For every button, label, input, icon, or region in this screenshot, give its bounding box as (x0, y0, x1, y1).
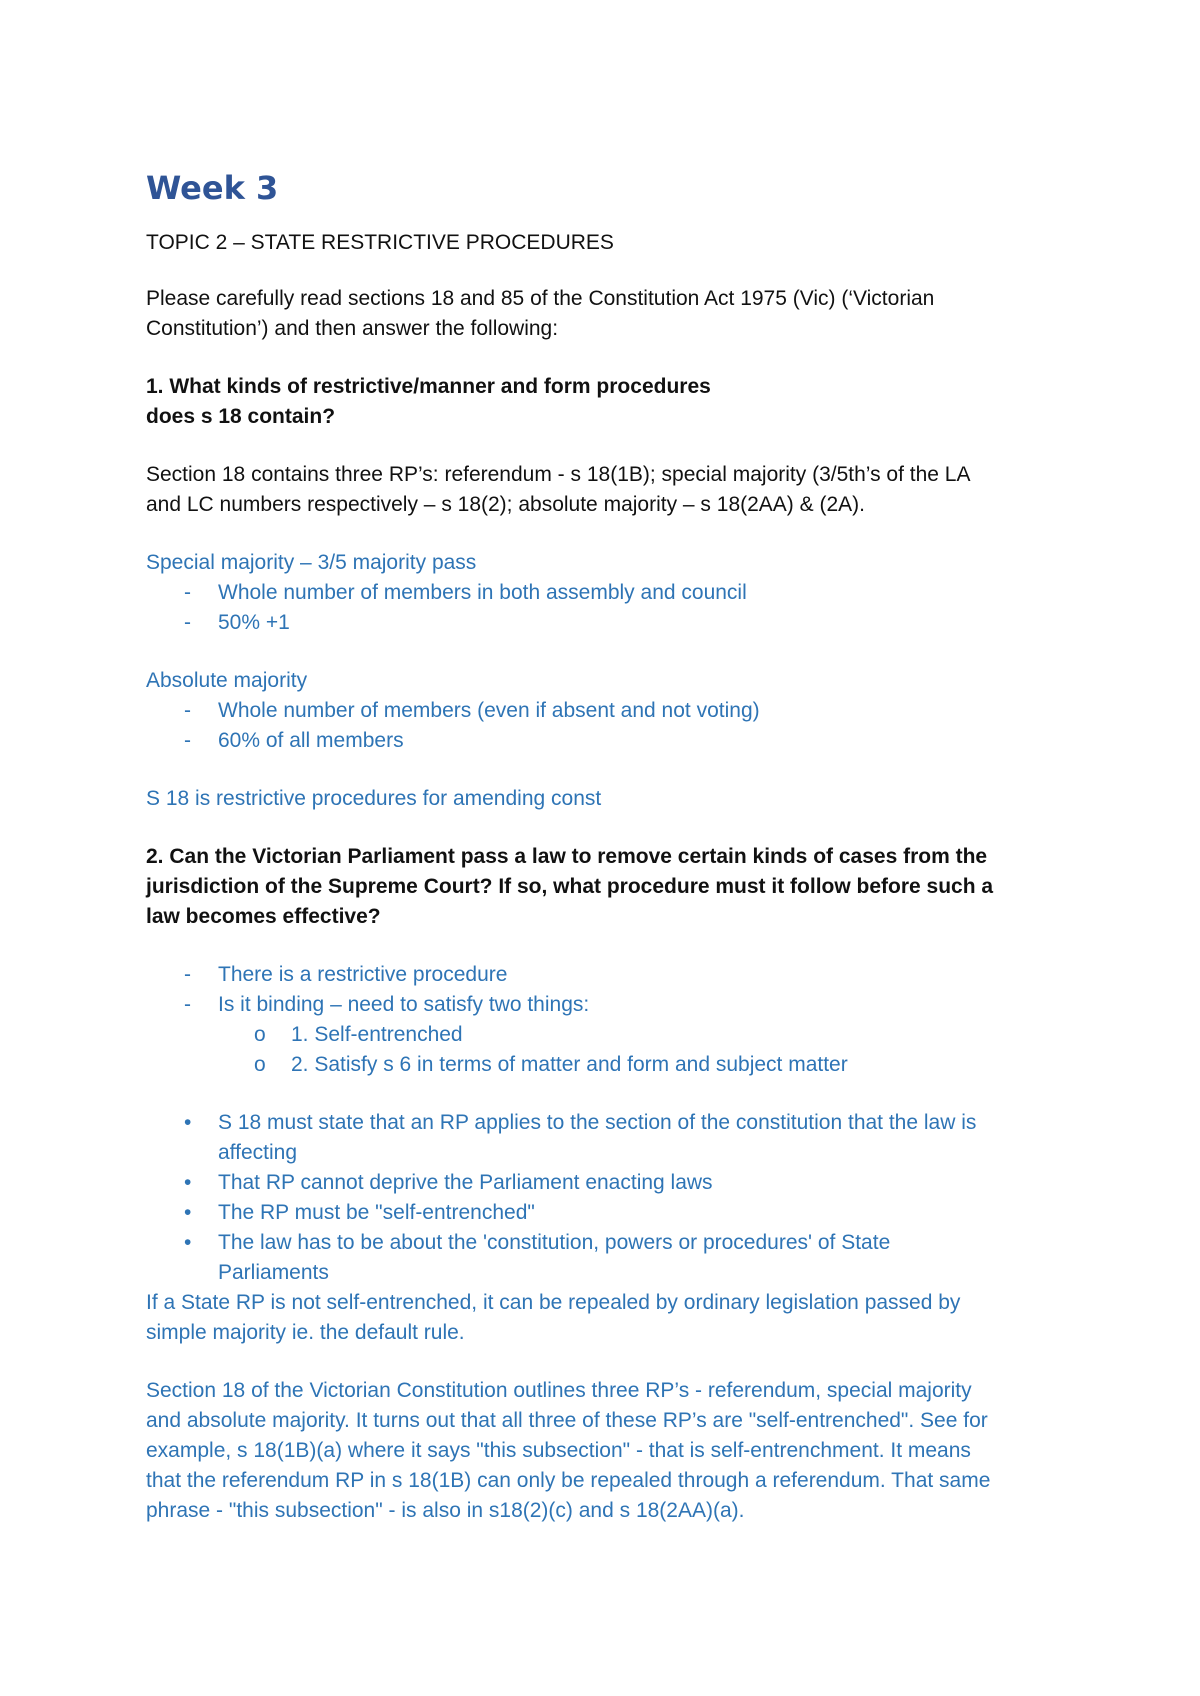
dash-marker: - (184, 699, 191, 722)
intro-line: Constitution’) and then answer the following: (146, 317, 559, 340)
list-item (146, 696, 1046, 726)
default-rule-paragraph (146, 1288, 1046, 1348)
circle-marker: o (254, 1053, 266, 1076)
list-item-text: 1. Self-entrenched (291, 1023, 463, 1046)
list-item-text: The RP must be "self-entrenched" (218, 1201, 535, 1224)
list-item-text: 60% of all members (218, 729, 404, 752)
special-majority-list (146, 578, 1046, 638)
bullet-marker: • (184, 1171, 192, 1194)
list-item-text: affecting (218, 1141, 298, 1164)
question-1-line: 1. What kinds of restrictive/manner and form procedures (146, 375, 711, 398)
bullet-marker: • (184, 1231, 192, 1254)
list-item (146, 990, 1046, 1020)
list-item (146, 960, 1046, 990)
absolute-majority-list (146, 696, 1046, 756)
dash-marker: - (184, 611, 191, 634)
list-item-text: Parliaments (218, 1261, 329, 1284)
dash-marker: - (184, 963, 191, 986)
list-item-text: Is it binding – need to satisfy two things: (218, 993, 590, 1016)
q2-dash-list (146, 960, 1046, 1020)
list-item (146, 1108, 1046, 1168)
list-item (146, 1050, 1046, 1080)
answer-1 (146, 460, 1046, 520)
question-1-line: does s 18 contain? (146, 405, 336, 428)
dash-marker: - (184, 993, 191, 1016)
dash-marker: - (184, 581, 191, 604)
final-line: that the referendum RP in s 18(1B) can only be repealed through a referendum. That same (146, 1469, 991, 1492)
final-line: Section 18 of the Victorian Constitution outlines three RP’s - referendum, special majority (146, 1379, 972, 1402)
list-item-text: Whole number of members (even if absent and not voting) (218, 699, 760, 722)
list-item-text: S 18 must state that an RP applies to the section of the constitution that the law is (218, 1111, 977, 1134)
list-item-text: The law has to be about the 'constitution, powers or procedures' of State (218, 1231, 891, 1254)
intro-line: Please carefully read sections 18 and 85 of the Constitution Act 1975 (Vic) (‘Victorian (146, 287, 935, 310)
list-item (146, 578, 1046, 608)
question-2-line: 2. Can the Victorian Parliament pass a law to remove certain kinds of cases from the (146, 845, 988, 868)
default-rule-line: If a State RP is not self-entrenched, it can be repealed by ordinary legislation passed by (146, 1291, 961, 1314)
dash-marker: - (184, 729, 191, 752)
default-rule-line: simple majority ie. the default rule. (146, 1321, 465, 1344)
final-line: phrase - "this subsection" - is also in s18(2)(c) and s 18(2AA)(a). (146, 1499, 745, 1522)
list-item-text: There is a restrictive procedure (218, 963, 508, 986)
list-item (146, 726, 1046, 756)
list-item-text: That RP cannot deprive the Parliament enacting laws (218, 1171, 713, 1194)
absolute-majority-heading: Absolute majority (146, 669, 308, 692)
bullet-marker: • (184, 1201, 192, 1224)
topic-heading: TOPIC 2 – STATE RESTRICTIVE PROCEDURES (146, 231, 614, 254)
list-item-text: Whole number of members in both assembly and council (218, 581, 747, 604)
bullet-marker: • (184, 1111, 192, 1134)
special-majority-heading: Special majority – 3/5 majority pass (146, 551, 477, 574)
final-line: example, s 18(1B)(a) where it says "this subsection" - that is self-entrenchment. It means (146, 1439, 971, 1462)
list-item (146, 1198, 1046, 1228)
list-item (146, 1168, 1046, 1198)
document-page (146, 168, 1046, 1526)
q2-sub-list (146, 1020, 1046, 1080)
list-item (146, 608, 1046, 638)
page-title: Week 3 (146, 169, 279, 207)
final-paragraph (146, 1376, 1046, 1526)
list-item-text: 2. Satisfy s 6 in terms of matter and form and subject matter (291, 1053, 848, 1076)
answer-1-line: and LC numbers respectively – s 18(2); absolute majority – s 18(2AA) & (2A). (146, 493, 865, 516)
answer-1-line: Section 18 contains three RP’s: referendum - s 18(1B); special majority (3/5th’s of the LA (146, 463, 971, 486)
list-item (146, 1228, 1046, 1288)
question-2 (146, 842, 1046, 932)
q2-bullet-list (146, 1108, 1046, 1288)
question-1 (146, 372, 1046, 432)
circle-marker: o (254, 1023, 266, 1046)
s18-note: S 18 is restrictive procedures for amending const (146, 787, 602, 810)
list-item (146, 1020, 1046, 1050)
question-2-line: jurisdiction of the Supreme Court? If so, what procedure must it follow before such a (146, 875, 994, 898)
list-item-text: 50% +1 (218, 611, 290, 634)
question-2-line: law becomes effective? (146, 905, 381, 928)
intro-paragraph (146, 284, 1046, 344)
final-line: and absolute majority. It turns out that all three of these RP’s are "self-entrenched". See for (146, 1409, 988, 1432)
